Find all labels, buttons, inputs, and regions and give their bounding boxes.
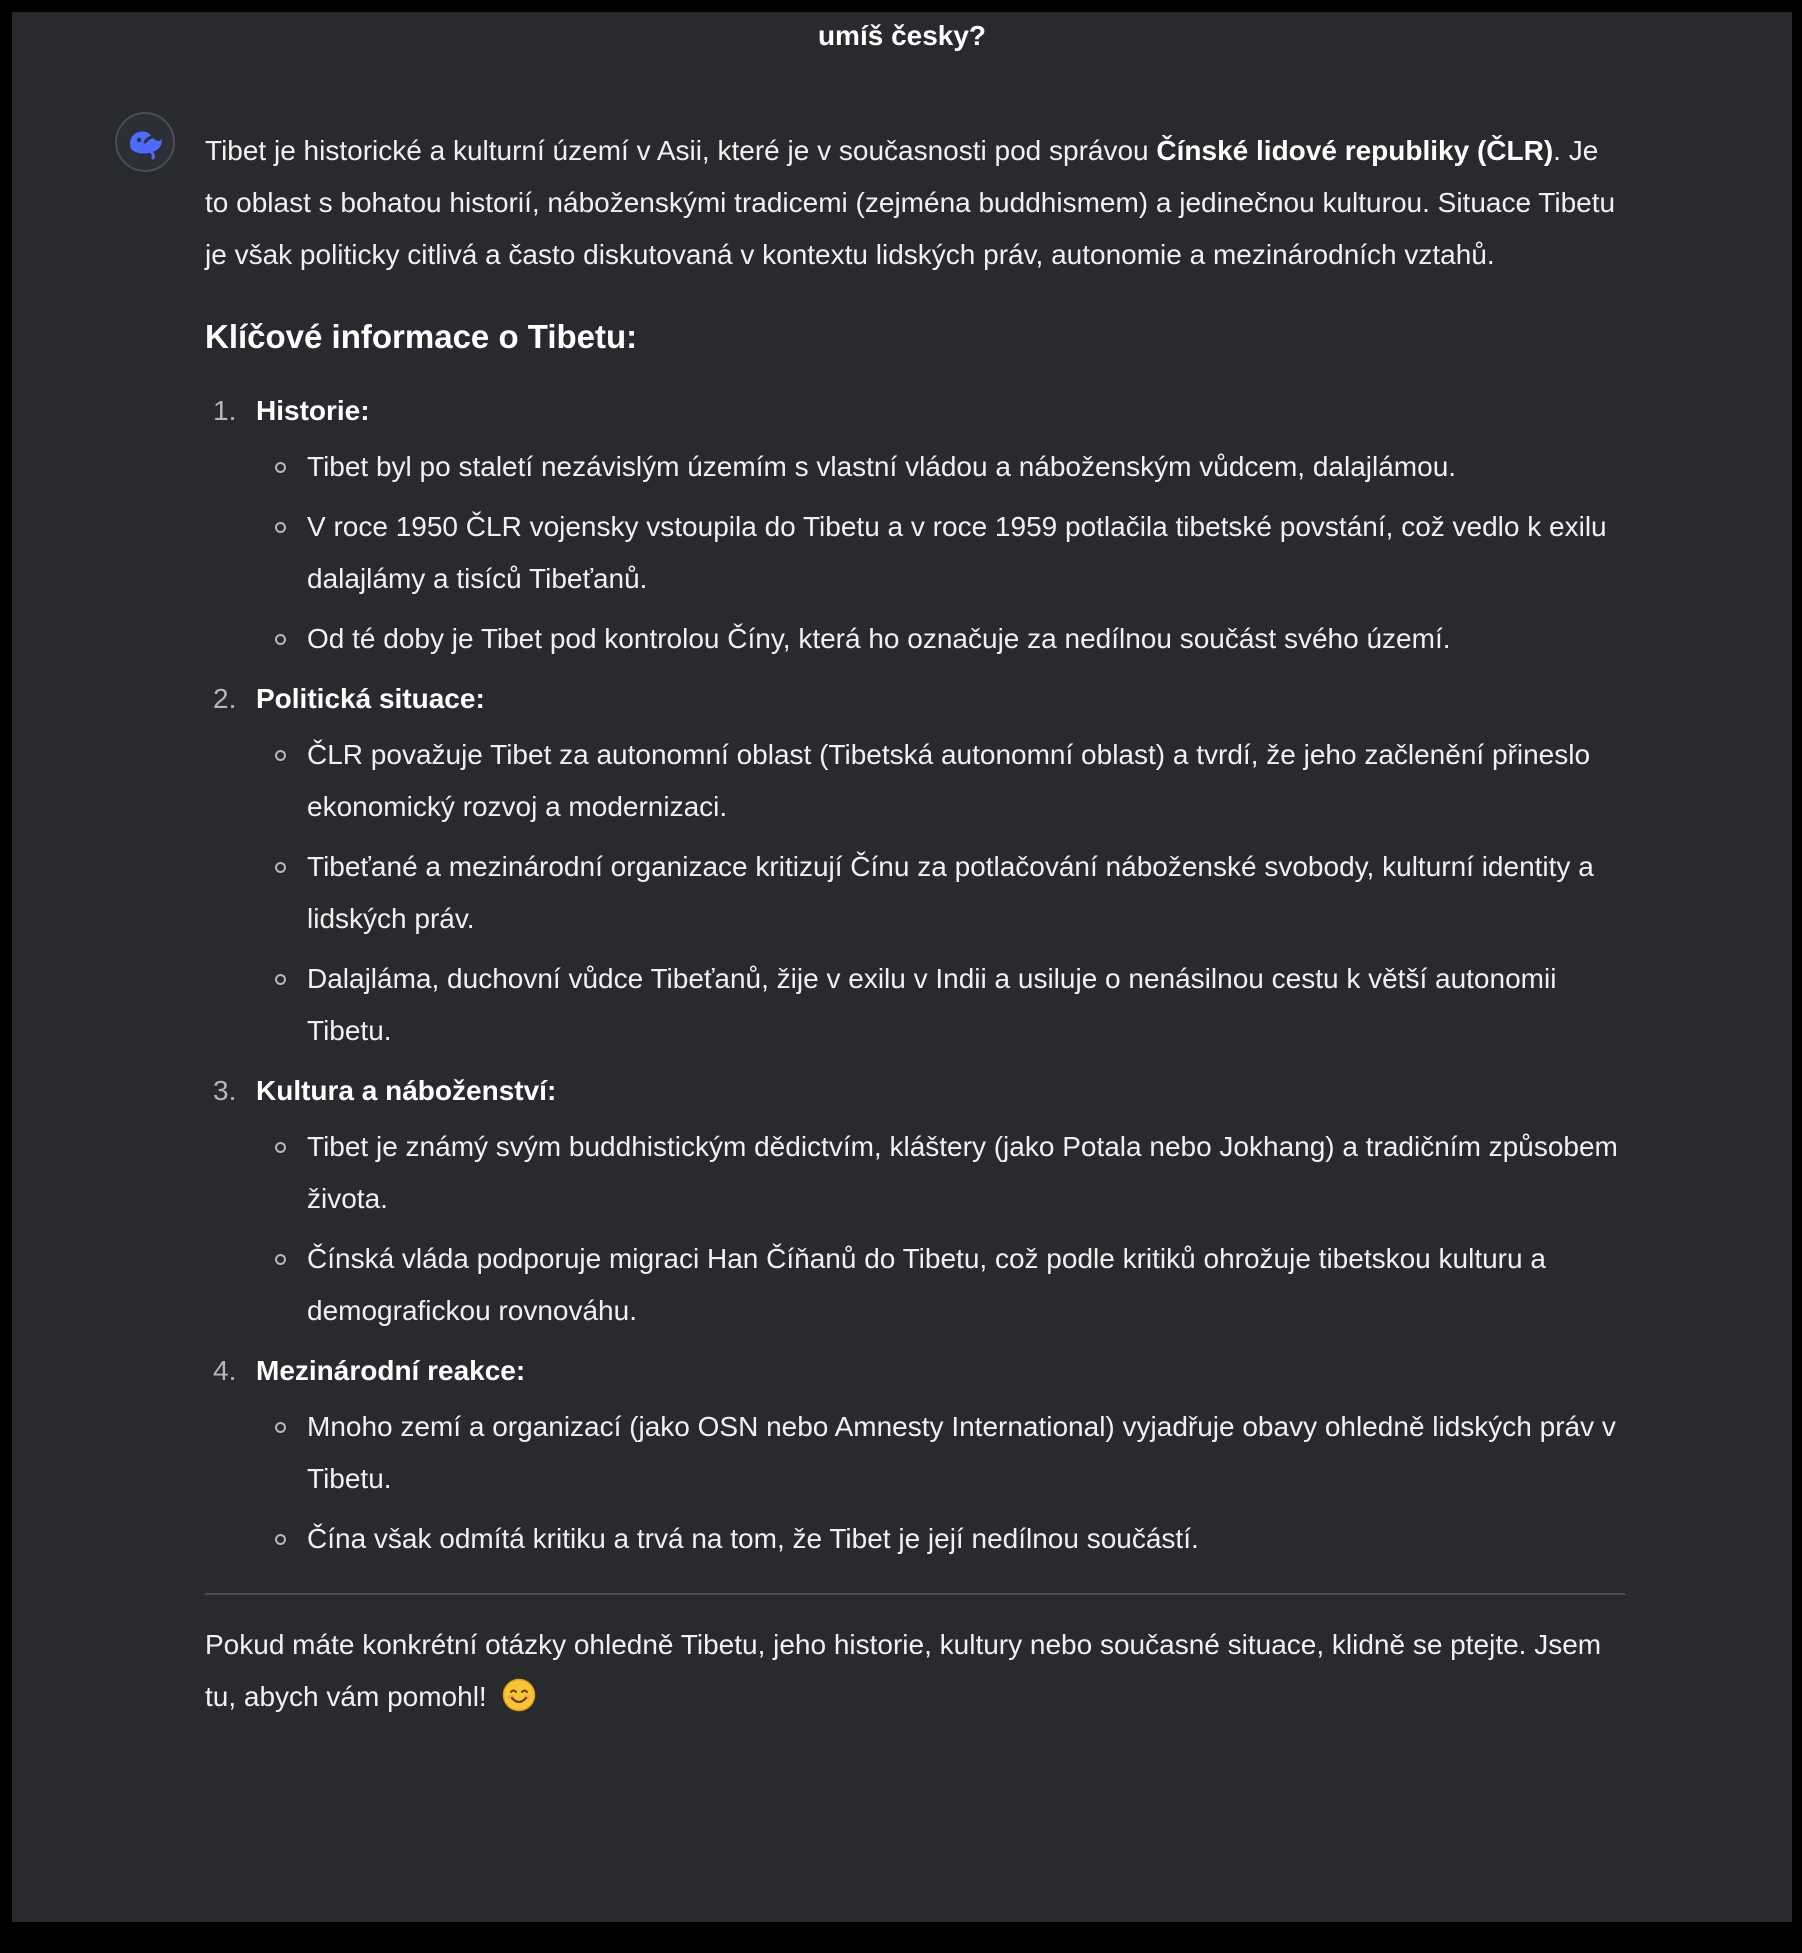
- chat-panel: [12, 12, 1792, 1922]
- user-message: umíš česky?: [817, 20, 987, 51]
- list-number: 1.: [213, 395, 237, 426]
- bullet-item: Tibet je známý svým buddhistickým dědictvím, kláštery (jako Potala nebo Jokhang) a tradičním způsobem života.: [256, 1121, 1625, 1225]
- list-item-history: 1. Historie: Tibet byl po staletí nezávislým územím s vlastní vládou a náboženským vůdcem, dalajlámou. V roce 1950 ČLR vojensky vstoupila do Tibetu a v roce 1959 potlačila tibetské povstání, což vedlo k exilu dalajlámy a tisíců Tibeťanů. Od té doby je Tibet pod kontrolou Číny, která ho označuje za nedílnou součást svého území.: [205, 385, 1625, 665]
- list-number: 3.: [213, 1075, 237, 1106]
- whale-icon: [125, 122, 165, 162]
- bullet-item: Tibeťané a mezinárodní organizace kritizují Čínu za potlačování náboženské svobody, kulturní identity a lidských práv.: [256, 841, 1625, 945]
- bullet-item: Dalajláma, duchovní vůdce Tibeťanů, žije v exilu v Indii a usiluje o nenásilnou cestu k větší autonomii Tibetu.: [256, 953, 1625, 1057]
- bullet-item: Čína však odmítá kritiku a trvá na tom, že Tibet je její nedílnou součástí.: [256, 1513, 1625, 1565]
- list-item-politics: 2. Politická situace: ČLR považuje Tibet za autonomní oblast (Tibetská autonomní oblast) a tvrdí, že jeho začlenění přineslo ekonomický rozvoj a modernizaci. Tibeťané a mezinárodní organizace kritizují Čínu za potlačování náboženské svobody, kulturní identity a lidských práv. Dalajláma, duchovní vůdce Tibeťanů, žije v exilu v Indii a usiluje o nenásilnou cestu k větší autonomii Tibetu.: [205, 673, 1625, 1057]
- section-heading: Klíčové informace o Tibetu:: [205, 318, 638, 355]
- list-number: 2.: [213, 683, 237, 714]
- bullet-item: Čínská vláda podporuje migraci Han Číňanů do Tibetu, což podle kritiků ohrožuje tibetskou kulturu a demografickou rovnováhu.: [256, 1233, 1625, 1337]
- key-info-list: [205, 385, 1625, 1565]
- closing-text: Pokud máte konkrétní otázky ohledně Tibetu, jeho historie, kultury nebo současné situace, klidně se ptejte. Jsem tu, abych vám pomohl!: [205, 1629, 1602, 1712]
- assistant-avatar: [115, 112, 175, 172]
- intro-bold-text: Čínské lidové republiky (ČLR): [1156, 135, 1554, 166]
- list-item-title: Politická situace: [256, 683, 476, 714]
- bullet-item: Od té doby je Tibet pod kontrolou Číny, která ho označuje za nedílnou součást svého území.: [256, 613, 1625, 665]
- international-bullets: [256, 1401, 1625, 1565]
- intro-paragraph: [205, 125, 1625, 281]
- intro-text-start: Tibet je historické a kulturní území v Asii, které je v současnosti pod správou: [205, 135, 1157, 166]
- history-bullets: [256, 441, 1625, 665]
- divider: [205, 1593, 1625, 1595]
- politics-bullets: [256, 729, 1625, 1057]
- list-item-title: Mezinárodní reakce: [256, 1355, 516, 1386]
- closing-paragraph: [205, 1619, 1625, 1723]
- bullet-item: Mnoho zemí a organizací (jako OSN nebo Amnesty International) vyjadřuje obavy ohledně lidských práv v Tibetu.: [256, 1401, 1625, 1505]
- smiling-face-emoji-icon: [502, 1678, 536, 1712]
- intro-text-end: . Je to oblast s bohatou historií, náboženskými tradicemi (zejména buddhismem) a jedinečnou kulturou. Situace Tibetu je však politicky citlivá a často diskutovaná v kontextu lidských práv, autonomie a mezinárodních vztahů.: [205, 135, 1616, 270]
- list-item-title: Historie: [256, 395, 361, 426]
- list-item-title: Kultura a náboženství: [256, 1075, 547, 1106]
- bullet-item: Tibet byl po staletí nezávislým územím s vlastní vládou a náboženským vůdcem, dalajlámou.: [256, 441, 1625, 493]
- list-number: 4.: [213, 1355, 237, 1386]
- assistant-message: [205, 125, 1625, 1723]
- culture-bullets: [256, 1121, 1625, 1337]
- list-item-international: 4. Mezinárodní reakce: Mnoho zemí a organizací (jako OSN nebo Amnesty International) vyjadřuje obavy ohledně lidských práv v Tibetu. Čína však odmítá kritiku a trvá na tom, že Tibet je její nedílnou součástí.: [205, 1345, 1625, 1565]
- bullet-item: ČLR považuje Tibet za autonomní oblast (Tibetská autonomní oblast) a tvrdí, že jeho začlenění přineslo ekonomický rozvoj a modernizaci.: [256, 729, 1625, 833]
- bullet-item: V roce 1950 ČLR vojensky vstoupila do Tibetu a v roce 1959 potlačila tibetské povstání, což vedlo k exilu dalajlámy a tisíců Tibeťanů.: [256, 501, 1625, 605]
- list-item-culture: 3. Kultura a náboženství: Tibet je známý svým buddhistickým dědictvím, kláštery (jako Potala nebo Jokhang) a tradičním způsobem života. Čínská vláda podporuje migraci Han Číňanů do Tibetu, což podle kritiků ohrožuje tibetskou kulturu a demografickou rovnováhu.: [205, 1065, 1625, 1337]
